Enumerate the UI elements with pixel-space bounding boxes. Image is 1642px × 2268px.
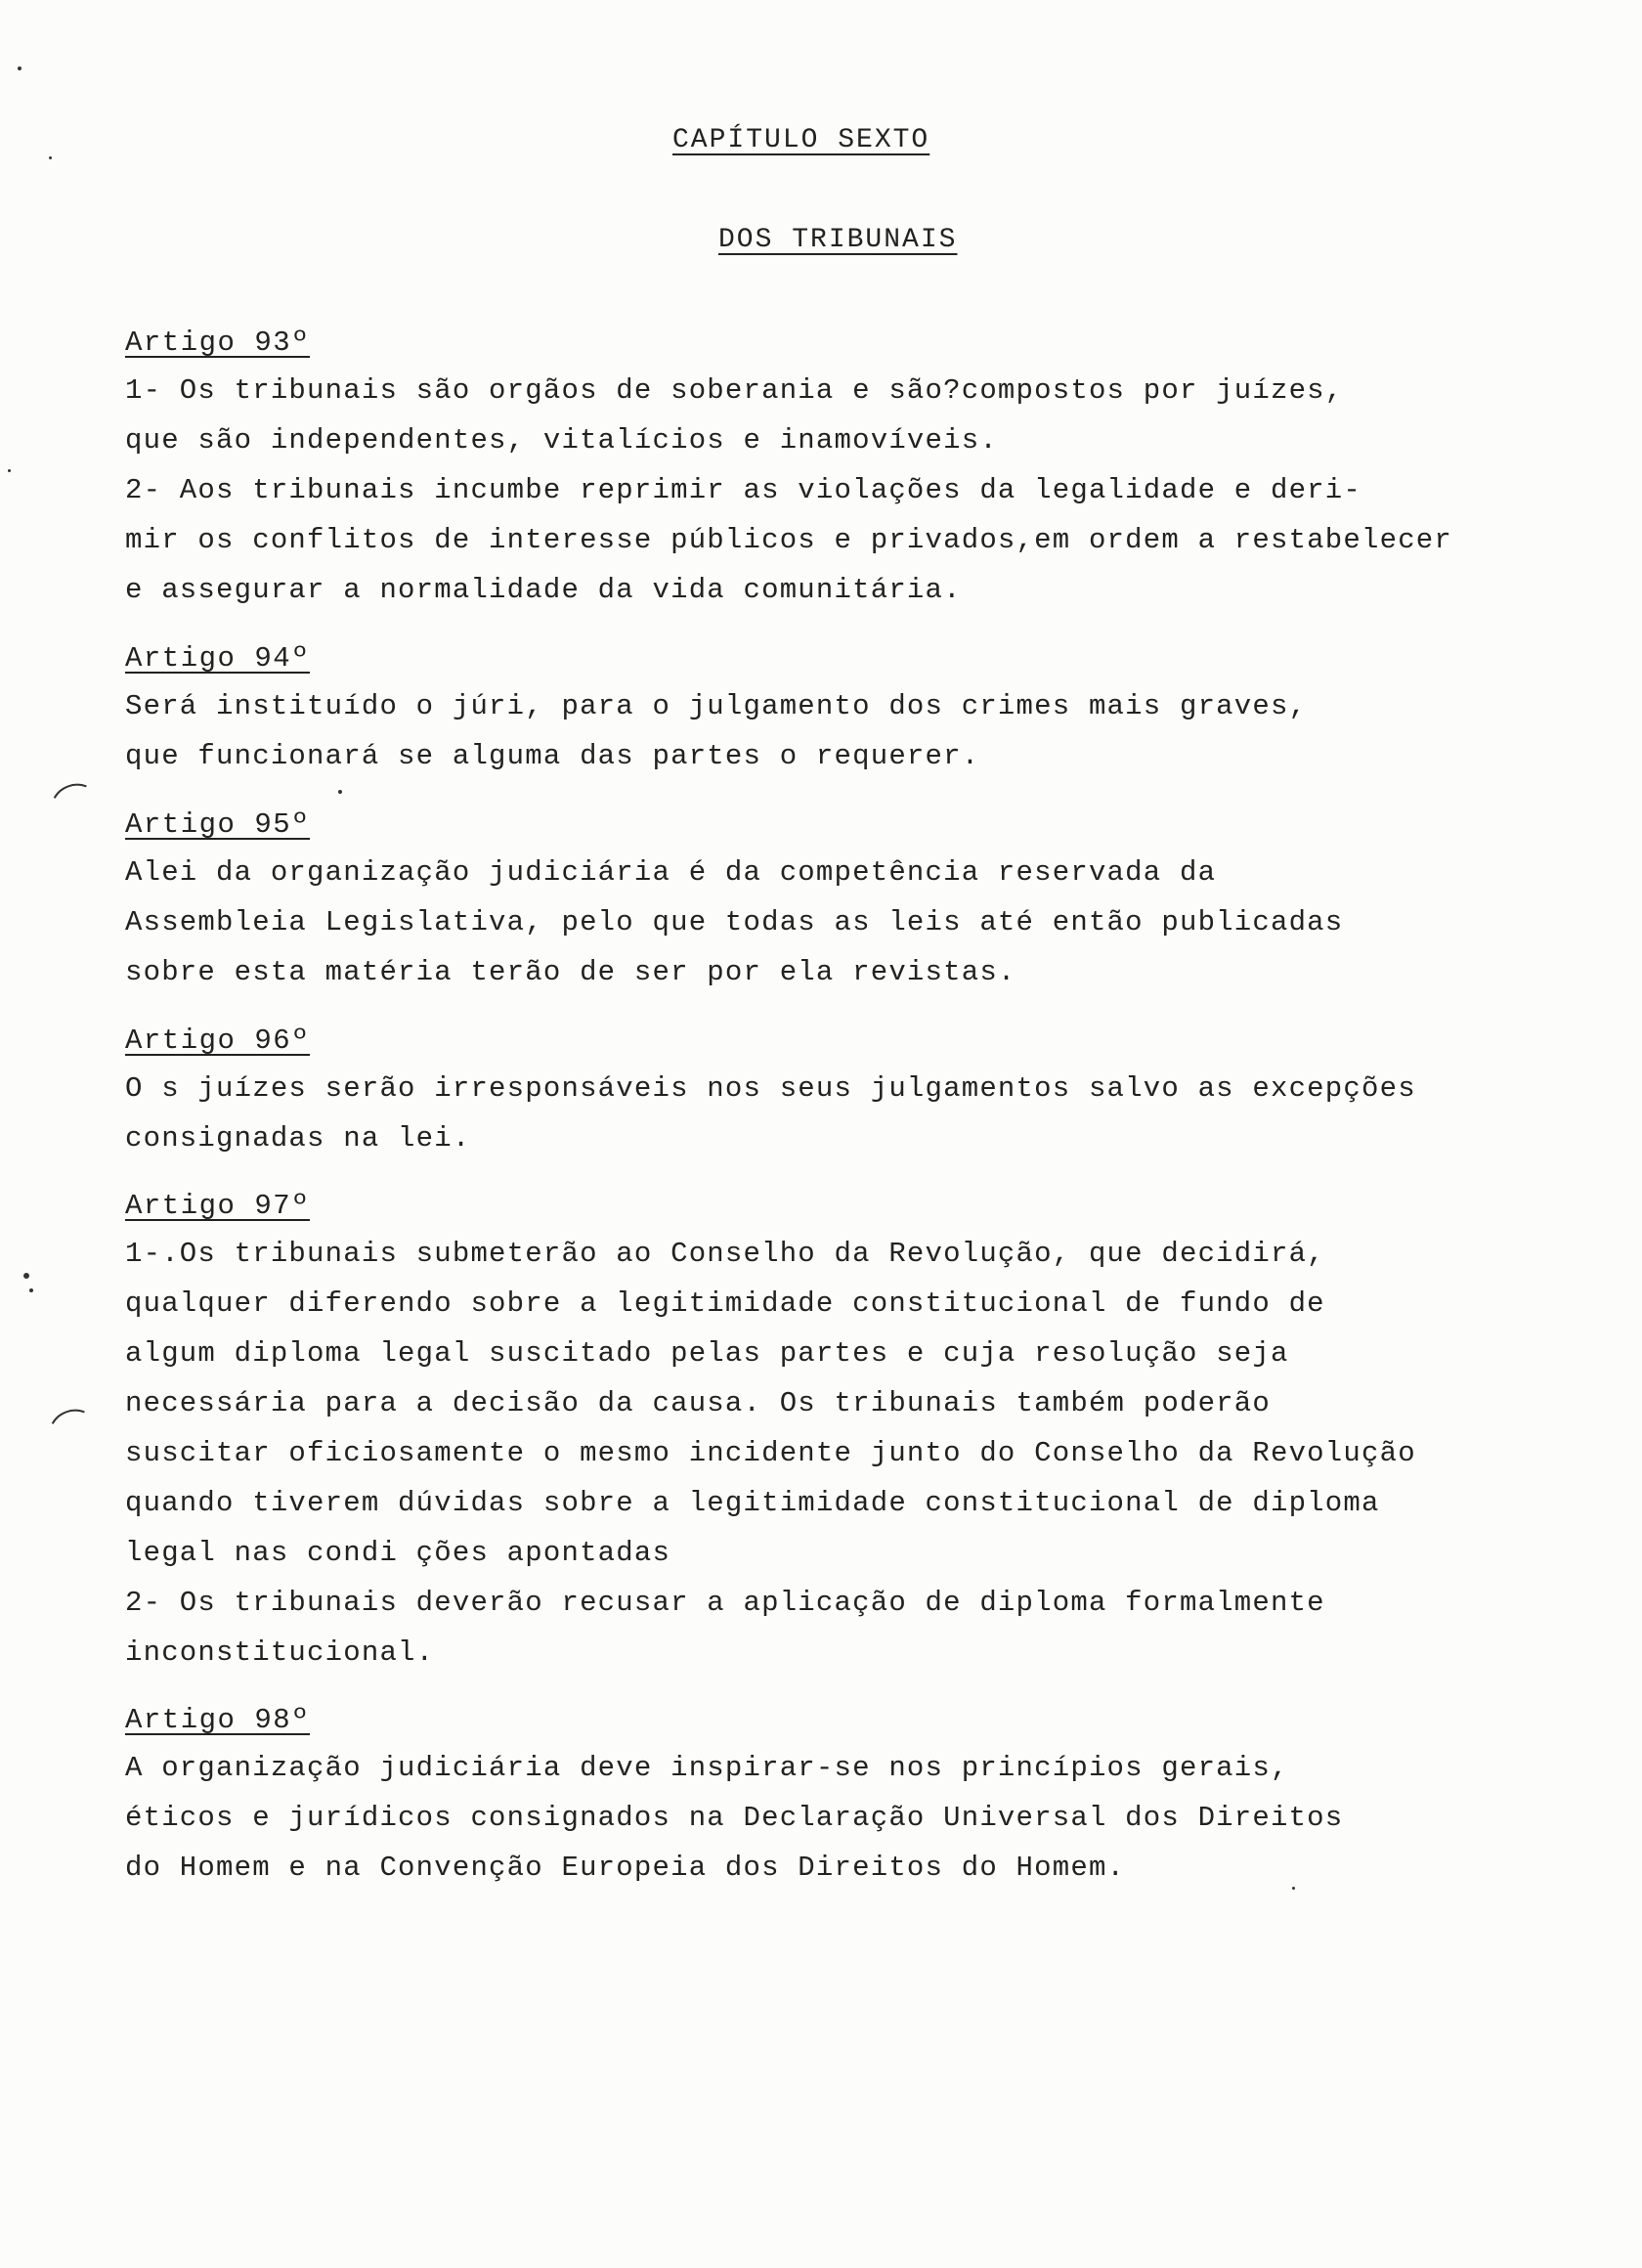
section-title: DOS TRIBUNAIS [718, 225, 958, 255]
article-line: 1- Os tribunais são orgãos de soberania e são?compostos por juízes, [125, 374, 1344, 407]
article-96 [125, 1024, 1611, 1163]
article-line: mir os conflitos de interesse públicos e privados,em ordem a restabelecer [125, 524, 1453, 556]
article-line: que funcionará se alguma das partes o requerer. [125, 740, 980, 772]
article-title: Artigo 93º [125, 327, 311, 359]
article-title: Artigo 98º [125, 1704, 311, 1736]
article-title: Artigo 97º [125, 1190, 311, 1222]
article-line: 1-.Os tribunais submeterão ao Conselho da Revolução, que decidirá, [125, 1238, 1325, 1270]
chapter-title: CAPÍTULO SEXTO [672, 125, 930, 155]
pen-stroke-mark [45, 777, 106, 834]
article-title: Artigo 96º [125, 1025, 311, 1057]
article-94 [125, 641, 1611, 781]
article-98 [125, 1703, 1611, 1893]
article-line: Alei da organização judiciária é da competência reservada da [125, 856, 1217, 889]
article-line: legal nas condi ções apontadas [125, 1537, 671, 1569]
article-line: sobre esta matéria terão de ser por ela revistas. [125, 956, 1016, 988]
article-line: quando tiverem dúvidas sobre a legitimidade constitucional de diploma [125, 1487, 1380, 1519]
pen-stroke-mark [43, 1403, 104, 1460]
article-title: Artigo 94º [125, 642, 311, 675]
ink-speck [49, 156, 52, 159]
article-line: Será instituído o júri, para o julgamento dos crimes mais graves, [125, 690, 1308, 722]
article-line: que são independentes, vitalícios e inamovíveis. [125, 424, 998, 457]
article-line: A organização judiciária deve inspirar-se nos princípios gerais, [125, 1752, 1289, 1784]
article-line: do Homem e na Convenção Europeia dos Direitos do Homem. [125, 1852, 1126, 1884]
article-line: Assembleia Legislativa, pelo que todas as leis até então publicadas [125, 906, 1344, 938]
ink-speck [1292, 1887, 1295, 1890]
article-line: qualquer diferendo sobre a legitimidade constitucional de fundo de [125, 1287, 1325, 1320]
article-line: consignadas na lei. [125, 1122, 471, 1155]
ink-speck [338, 790, 342, 794]
article-95 [125, 807, 1611, 997]
article-line: necessária para a decisão da causa. Os tribunais também poderão [125, 1387, 1271, 1419]
article-line: 2- Aos tribunais incumbe reprimir as violações da legalidade e deri- [125, 474, 1361, 506]
ink-speck [8, 469, 11, 472]
article-line: suscitar oficiosamente o mesmo incidente junto do Conselho da Revolução [125, 1437, 1416, 1469]
article-line: inconstitucional. [125, 1636, 435, 1669]
article-97 [125, 1189, 1611, 1678]
article-line: O s juízes serão irresponsáveis nos seus julgamentos salvo as excepções [125, 1072, 1416, 1105]
article-line: 2- Os tribunais deverão recusar a aplicação de diploma formalmente [125, 1587, 1325, 1619]
article-93 [125, 326, 1611, 615]
ink-speck [18, 66, 22, 70]
ink-speck [23, 1273, 29, 1279]
article-line: e assegurar a normalidade da vida comunitária. [125, 574, 962, 606]
article-line: algum diploma legal suscitado pelas partes e cuja resolução seja [125, 1337, 1289, 1370]
ink-speck [29, 1288, 33, 1292]
article-line: éticos e jurídicos consignados na Declaração Universal dos Direitos [125, 1802, 1344, 1834]
article-title: Artigo 95º [125, 808, 311, 841]
